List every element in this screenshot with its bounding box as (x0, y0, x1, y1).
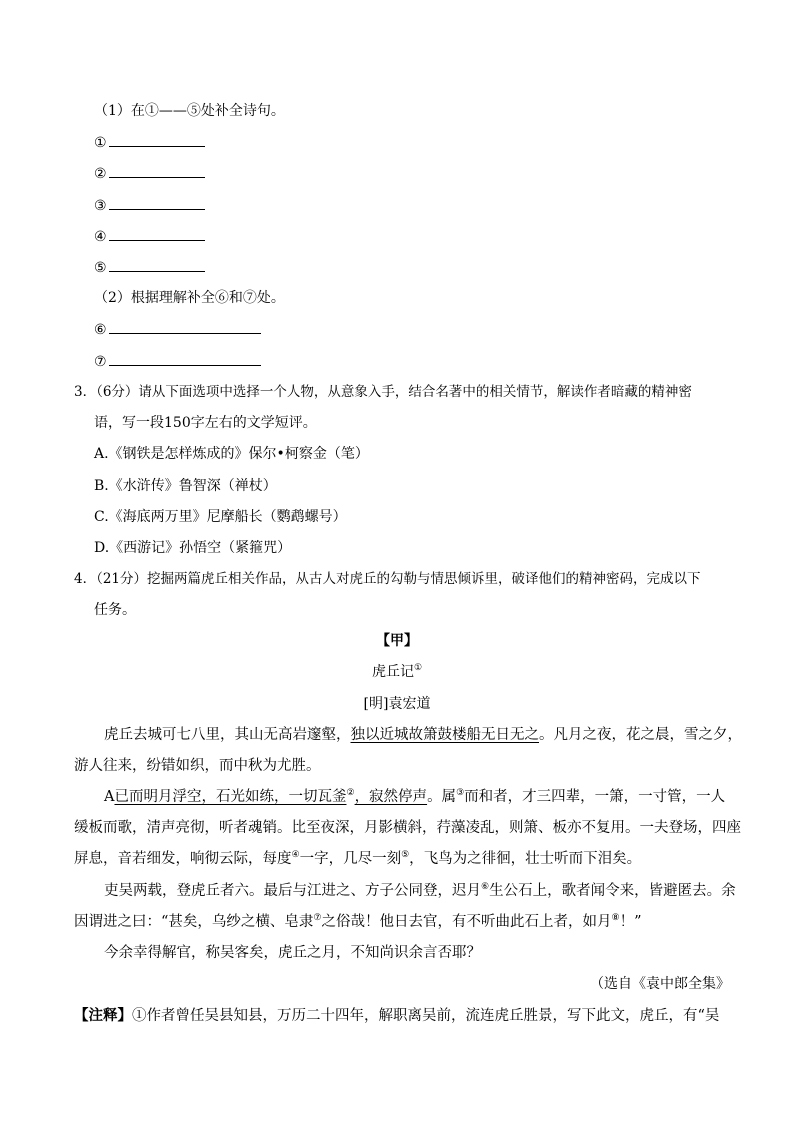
blank-line-2[interactable]: ② (94, 163, 205, 184)
q4-prompt-line1: 4．（21分）挖掘两篇虎丘相关作品，从古人对虎丘的勾勒与情思倾诉里，破译他们的精神密码，完成以下 (74, 571, 701, 587)
footnote-marker: ⑦ (313, 913, 322, 923)
answer-blank[interactable] (109, 351, 261, 366)
q2-sub1-prompt: （1）在①——⑤处补全诗句。 (94, 103, 285, 119)
passage-p1-line1: 虎丘去城可七八里，其山无高岩邃壑，独以近城故箫鼓楼船无日无之。凡月之夜，花之晨，雪之夕， (104, 727, 742, 743)
blank-line-3[interactable]: ③ (94, 195, 205, 216)
passage-author: [明]袁宏道 (363, 696, 431, 712)
q3-option-a: A.《钢铁是怎样炼成的》保尔•柯察金（笔） (94, 446, 369, 462)
footnote-marker: ⑧ (611, 913, 620, 923)
q3-option-d: D.《西游记》孙悟空（紧箍咒） (94, 540, 292, 556)
passage-p2-line2: 缓板而歌，清声亮彻，听者魂销。比至夜深，月影横斜，荇藻凌乱，则箫、板亦不复用。一夫登场，四座 (74, 820, 741, 836)
blank-line-1[interactable]: ① (94, 132, 205, 153)
footnote-marker: ④ (291, 850, 300, 860)
blank-line-4[interactable]: ④ (94, 226, 205, 247)
passage-source: （选自《袁中郎全集》 (590, 976, 730, 992)
passage-title: 虎丘记① (371, 663, 423, 680)
q3-option-b: B.《水浒传》鲁智深（禅杖） (94, 478, 277, 494)
answer-blank[interactable] (109, 163, 205, 178)
q4-prompt-line2: 任务。 (94, 602, 136, 618)
note-label: 【注释】 (74, 1007, 132, 1024)
passage-p3-line1: 吏吴两载，登虎丘者六。最后与江进之、方子公同登，迟月⑥生公石上，歌者闻令来，皆避匿去。余 (104, 882, 736, 899)
answer-blank[interactable] (109, 132, 205, 147)
q3-prompt-line1: 3．（6分）请从下面选项中选择一个人物，从意象入手，结合名著中的相关情节，解读作者暗藏的精神密 (74, 384, 692, 400)
blank-line-7[interactable]: ⑦ (94, 351, 261, 372)
answer-blank[interactable] (109, 195, 205, 210)
passage-p2-line1: A已而明月浮空，石光如练，一切瓦釜②，寂然停声。属③而和者，才三四辈，一箫，一寸管，一人 (104, 788, 726, 805)
passage-p1-line2: 游人往来，纷错如织，而中秋为尤胜。 (74, 758, 321, 774)
passage-p3-line2: 因谓进之曰：“甚矣，乌纱之横、皂隶⑦之俗哉！他日去官，有不听曲此石上者，如月⑧！” (74, 913, 642, 930)
passage-p2-line3: 屏息，音若细发，响彻云际，每度④一字，几尽一刻⑤，飞鸟为之徘徊，壮士听而下泪矣。 (74, 850, 642, 867)
answer-blank[interactable] (109, 226, 205, 241)
footnote-marker: ⑥ (481, 882, 490, 892)
answer-blank[interactable] (109, 319, 261, 334)
q3-option-c: C.《海底两万里》尼摩船长（鹦鹉螺号） (94, 509, 347, 525)
underlined-sentence-a: 已而明月浮空，石光如练，一切瓦釜 (114, 789, 347, 805)
passage-note: 【注释】①作者曾任吴县知县，万历二十四年，解职离吴前，流连虎丘胜景，写下此文，虎丘，有“吴 (74, 1007, 720, 1024)
blank-line-6[interactable]: ⑥ (94, 319, 261, 340)
blank-line-5[interactable]: ⑤ (94, 257, 205, 278)
passage-p4: 今余幸得解官，称吴客矣，虎丘之月，不知尚识余言否耶？ (104, 945, 481, 961)
footnote-marker: ② (346, 788, 355, 798)
passage-label: 【甲】 (376, 633, 418, 649)
footnote-marker: ③ (456, 788, 465, 798)
answer-blank[interactable] (109, 257, 205, 272)
footnote-marker: ① (413, 663, 423, 673)
q3-prompt-line2: 语，写一段150字左右的文学短评。 (94, 415, 317, 431)
footnote-marker: ⑤ (401, 850, 410, 860)
underlined-sentence: 独以近城故箫鼓楼船无日无之 (350, 727, 539, 743)
q2-sub2-prompt: （2）根据理解补全⑥和⑦处。 (94, 290, 285, 306)
